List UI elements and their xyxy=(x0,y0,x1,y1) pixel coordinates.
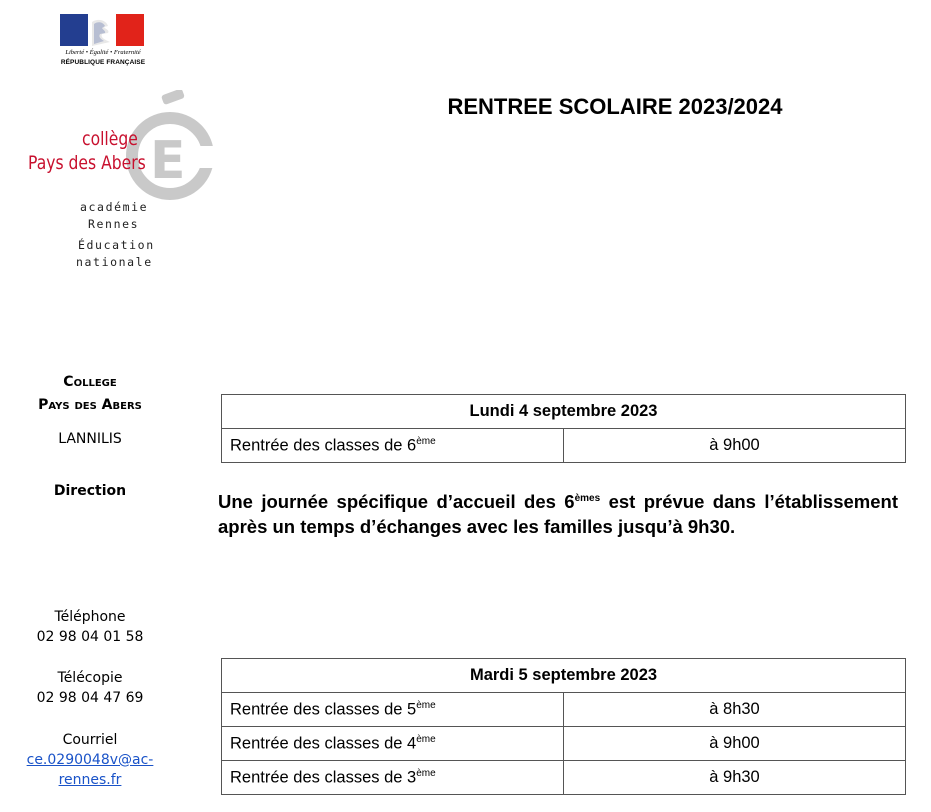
tricolor-flag-icon xyxy=(60,14,144,46)
college-logo xyxy=(20,90,220,275)
page-title: RENTREE SCOLAIRE 2023/2024 xyxy=(447,94,783,119)
republic-motto: Liberté • Égalité • Fraternité xyxy=(65,49,141,56)
tuesday-header: Mardi 5 septembre 2023 xyxy=(222,659,906,693)
college-logo-line2: Pays des Abers xyxy=(28,152,146,174)
sidebar-phone-label: Téléphone xyxy=(54,609,126,625)
monday-header: Lundi 4 septembre 2023 xyxy=(222,395,906,429)
sidebar-email-label: Courriel xyxy=(62,732,118,748)
monday-row-label: Rentrée des classes de 6ème xyxy=(222,429,564,463)
email-link[interactable]: ce.0290048v@ac- rennes.fr xyxy=(26,752,154,788)
sidebar-fax: 02 98 04 47 69 xyxy=(36,690,144,706)
education-label: Éducation xyxy=(78,238,155,252)
e-letter-icon xyxy=(20,90,220,210)
table-row xyxy=(222,395,906,429)
tuesday-row-time: à 9h00 xyxy=(564,727,906,761)
academie-label: académie xyxy=(80,200,149,214)
republic-name: RÉPUBLIQUE FRANÇAISE xyxy=(60,59,146,66)
table-row xyxy=(222,429,906,463)
marianne-profile-icon xyxy=(88,14,116,46)
sidebar-city: LANNILIS xyxy=(58,431,122,447)
nationale-label: nationale xyxy=(76,255,153,269)
table-row xyxy=(222,659,906,693)
tuesday-row-time: à 9h30 xyxy=(564,761,906,795)
sidebar-college: College xyxy=(63,374,117,390)
sidebar-email[interactable] xyxy=(20,750,160,790)
sidebar-phone: 02 98 04 01 58 xyxy=(36,629,144,645)
academie-city: Rennes xyxy=(88,217,140,231)
monday-row-time: à 9h00 xyxy=(564,429,906,463)
sidebar-fax-label: Télécopie xyxy=(57,670,123,686)
tuesday-row-label: Rentrée des classes de 5ème xyxy=(222,693,564,727)
table-row xyxy=(222,693,906,727)
tuesday-row-time: à 8h30 xyxy=(564,693,906,727)
tuesday-schedule-table xyxy=(221,658,906,795)
monday-schedule-table xyxy=(221,394,906,463)
welcome-paragraph: Une journée spécifique d’accueil des 6èmes est prévue dans l’établissement après un temps d’échanges avec les familles jusqu’à 9h30. xyxy=(218,491,899,538)
svg-text:E: E xyxy=(150,131,186,191)
sidebar-direction: Direction xyxy=(53,483,127,499)
college-logo-line1: collège xyxy=(82,128,138,150)
tuesday-row-label: Rentrée des classes de 4ème xyxy=(222,727,564,761)
tuesday-row-label: Rentrée des classes de 3ème xyxy=(222,761,564,795)
sidebar-pays: Pays des Abers xyxy=(38,397,142,413)
table-row xyxy=(222,761,906,795)
table-row xyxy=(222,727,906,761)
